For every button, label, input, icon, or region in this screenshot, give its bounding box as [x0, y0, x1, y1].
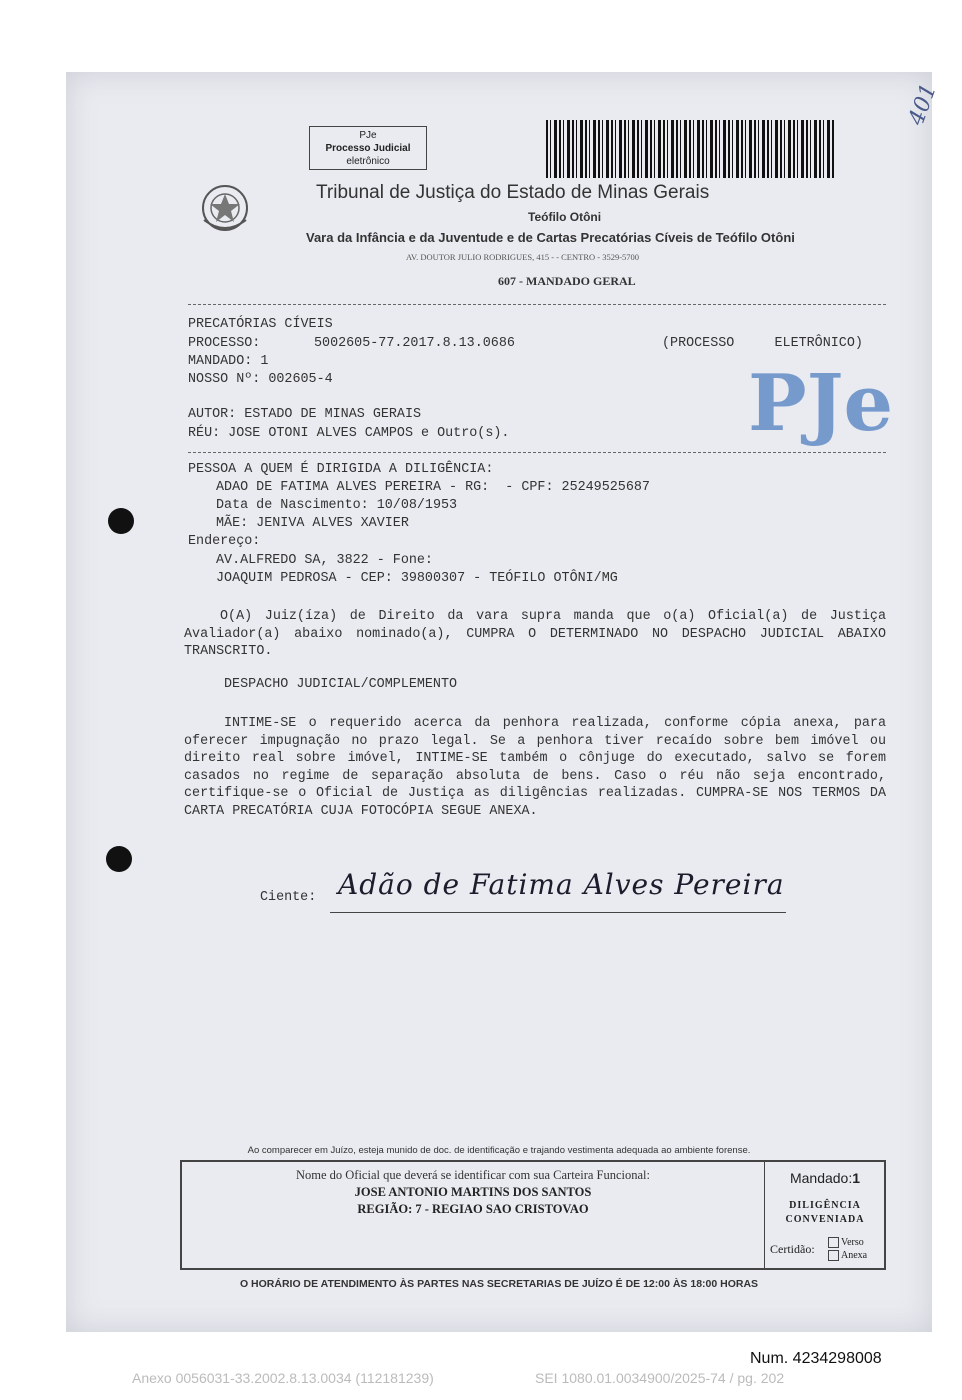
punch-hole: [108, 508, 134, 534]
nosso-numero-line: NOSSO Nº: 002605-4: [188, 372, 333, 387]
scanned-document: [66, 72, 942, 1332]
document-type-title: 607 - MANDADO GERAL: [498, 274, 636, 288]
signature-line: [330, 912, 786, 913]
diligencia-line-1: DILIGÊNCIA: [789, 1200, 861, 1211]
certidao-label: Certidão:: [770, 1242, 815, 1256]
officer-identification: [182, 1162, 765, 1268]
dashed-divider: [188, 304, 886, 305]
reu-line: RÉU: JOSE OTONI ALVES CAMPOS e Outro(s).: [188, 426, 510, 441]
verso-option: [828, 1236, 867, 1249]
mandado-box-number: 1: [852, 1170, 861, 1186]
address-label: Endereço:: [188, 534, 261, 549]
corner-handwriting: 401: [904, 80, 942, 129]
recipient-mother-line: MÃE: JENIVA ALVES XAVIER: [216, 516, 409, 531]
officer-box: [180, 1160, 886, 1270]
order-paragraph: O(A) Juiz(íza) de Direito da vara supra manda que o(a) Oficial(a) de Justiça Avaliador(a) abaixo nominado(a), CUMPRA O DETERMINADO NO DESPACHO JUDICIAL ABAIXO TRANSCRITO.: [184, 609, 886, 659]
coat-of-arms-icon: [198, 180, 252, 236]
certidao-options: [828, 1236, 867, 1262]
officer-name: JOSE ANTONIO MARTINS DOS SANTOS: [354, 1185, 592, 1199]
despacho-heading: DESPACHO JUDICIAL/COMPLEMENTO: [224, 677, 458, 692]
verso-checkbox: [828, 1237, 839, 1248]
pje-stamp: PJe: [748, 358, 894, 449]
verso-label: Verso: [841, 1237, 864, 1248]
anexo-reference: Anexo 0056031-33.2002.8.13.0034 (112181239): [132, 1370, 434, 1386]
despacho-paragraph: INTIME-SE o requerido acerca da penhora realizada, conforme cópia anexa, para oferecer impugnação no prazo legal. Se a penhora tiver recaído sobre bem imóvel ou direito real sobre imóvel, INTIME-SE também o cônjuge do executado, salvo se forem casados no regime de separação absoluta de bens. Caso o réu não seja encontrado, certifique-se o Oficial de Justiça as diligências realizadas. CUMPRA-SE NOS TERMOS DA CARTA PRECATÓRIA CUJA FOTOCÓPIA SEGUE ANEXA.: [184, 716, 886, 819]
processo-label: PROCESSO:: [188, 336, 261, 351]
autor-line: AUTOR: ESTADO DE MINAS GERAIS: [188, 407, 422, 422]
anexa-label: Anexa: [841, 1250, 868, 1261]
dashed-divider: [188, 452, 886, 453]
ciente-label: Ciente:: [260, 890, 317, 905]
recipient-heading: PESSOA A QUEM É DIRIGIDA A DILIGÊNCIA:: [188, 462, 494, 477]
sei-reference: SEI 1080.01.0034900/2025-74 / pg. 202: [535, 1370, 785, 1386]
court-address: AV. DOUTOR JULIO RODRIGUES, 415 - - CENTRO - 3529-5700: [406, 252, 640, 262]
address-line-1: AV.ALFREDO SA, 3822 - Fone:: [216, 553, 433, 568]
court-title: Tribunal de Justiça do Estado de Minas Gerais: [316, 182, 710, 203]
recipient-birth-line: Data de Nascimento: 10/08/1953: [216, 498, 458, 513]
pje-box-line: PJe: [359, 130, 377, 141]
recipient-name-line: ADAO DE FATIMA ALVES PEREIRA - RG: - CPF: 25249525687: [216, 480, 650, 495]
officer-caption: Nome do Oficial que deverá se identificar com sua Carteira Funcional:: [295, 1168, 651, 1182]
processo-number: 5002605-77.2017.8.13.0686: [314, 336, 515, 351]
anexa-checkbox: [828, 1250, 839, 1261]
anexa-option: [828, 1249, 867, 1262]
forensic-notice: Ao comparecer em Juízo, esteja munido de doc. de identificação e trajando vestimenta adequada ao ambiente forense.: [247, 1145, 751, 1156]
mandado-box-text: Mandado:: [789, 1170, 853, 1186]
officer-region: REGIÃO: 7 - REGIAO SAO CRISTOVAO: [357, 1202, 589, 1216]
vara-name: Vara da Infância e da Juventude e de Cartas Precatórias Cíveis de Teófilo Otôni: [306, 230, 795, 245]
processo-type: (PROCESSO ELETRÔNICO): [662, 336, 863, 351]
document-number: Num. 4234298008: [750, 1350, 882, 1367]
barcode-image: [546, 120, 834, 178]
punch-hole: [106, 846, 132, 872]
office-hours-notice: O HORÁRIO DE ATENDIMENTO ÀS PARTES NAS SECRETARIAS DE JUÍZO É DE 12:00 ÀS 18:00 HORAS: [239, 1278, 759, 1290]
city-name: Teófilo Otôni: [528, 210, 602, 224]
handwritten-signature: Adão de Fatima Alves Pereira: [338, 868, 785, 901]
address-line-2: JOAQUIM PEDROSA - CEP: 39800307 - TEÓFILO OTÔNI/MG: [216, 571, 618, 586]
mandado-number-line: MANDADO: 1: [188, 354, 269, 369]
diligencia-line-2: CONVENIADA: [785, 1214, 865, 1225]
pje-label-box: [309, 126, 427, 170]
process-class: PRECATÓRIAS CÍVEIS: [188, 317, 333, 332]
pje-box-line: eletrônico: [346, 156, 390, 167]
mandado-panel: [766, 1162, 884, 1268]
mandado-box-label: [766, 1170, 884, 1186]
pje-box-line: Processo Judicial: [325, 143, 411, 154]
